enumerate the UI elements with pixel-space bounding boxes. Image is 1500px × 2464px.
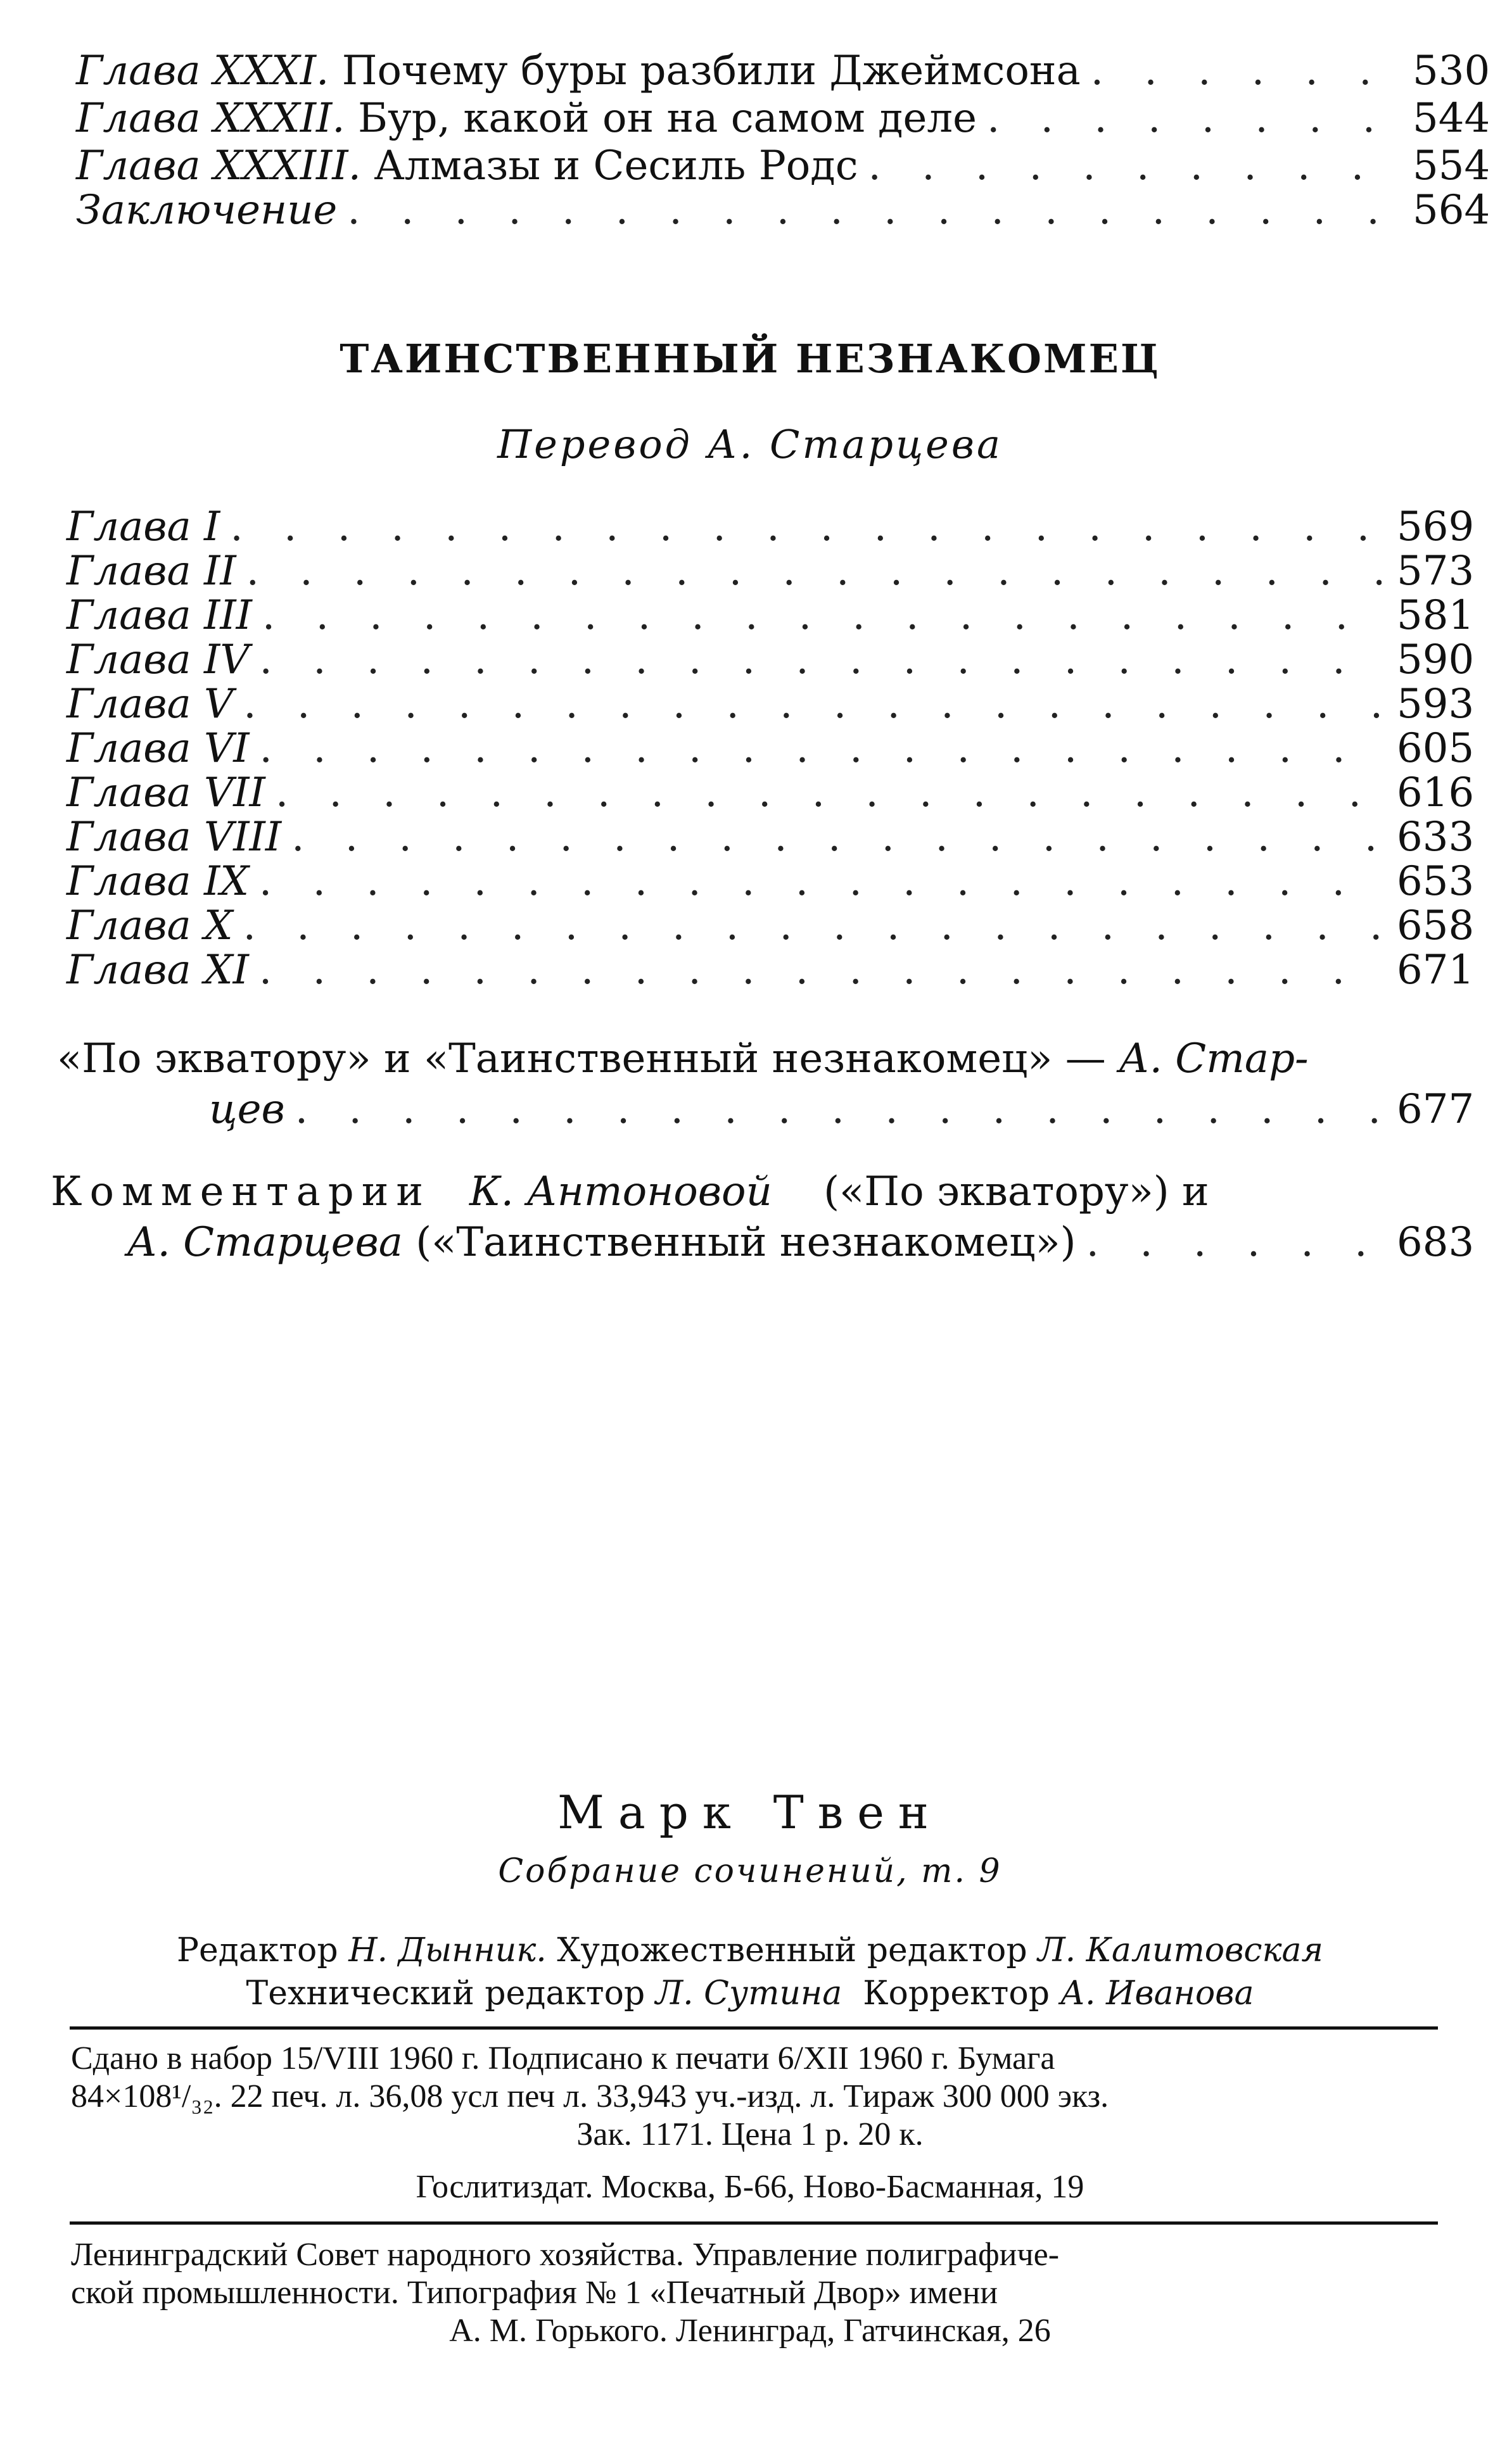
page-number: 530 (1413, 47, 1490, 94)
editors-line-1: Редактор Н. Дынник. Художественный редактор Л. Калитовская (177, 1931, 1323, 1969)
imprint-line-1: Сдано в набор 15/VIII 1960 г. Подписано к печати 6/XII 1960 г. Бумага (71, 2040, 1055, 2076)
page-number: 554 (1413, 142, 1490, 189)
page-number: 564 (1413, 187, 1490, 234)
toc-entry-chapter (67, 592, 1475, 639)
afterword-line-2 (209, 1086, 1475, 1133)
comments-line-1: Комментарии К. Антоновой («По экватору») и (51, 1168, 1209, 1215)
toc-entry-xxxiii (76, 142, 1490, 189)
page-number: 573 (1397, 548, 1475, 595)
page-number: 544 (1413, 95, 1490, 142)
dot-leader (1091, 51, 1397, 91)
chapter-label: Глава XI (67, 947, 249, 994)
page-number: 605 (1397, 725, 1475, 772)
page-number: 593 (1397, 681, 1475, 728)
page-number: 658 (1397, 902, 1475, 949)
toc-entry-chapter (67, 947, 1475, 994)
chapter-label: Глава II (67, 548, 236, 595)
page-number: 671 (1397, 947, 1475, 994)
chapter-label: Глава VIII (67, 814, 282, 861)
toc-entry-chapter (67, 548, 1475, 595)
translator-credit: Перевод А. Старцева (497, 421, 1003, 467)
chapter-title: Алмазы и Сесиль Родс (374, 142, 858, 189)
printer-line-2: ской промышленности. Типография № 1 «Печатный Двор» имени (71, 2275, 998, 2311)
chapter-title: Почему буры разбили Джеймсона (341, 47, 1081, 94)
dot-leader (987, 98, 1397, 139)
dot-leader (243, 684, 1382, 724)
dot-leader (246, 551, 1382, 591)
dot-leader (260, 728, 1382, 769)
chapter-label: Глава III (67, 592, 252, 639)
printer-line-1: Ленинградский Совет народного хозяйства. Управление полиграфиче- (71, 2237, 1060, 2273)
editors-line-2: Технический редактор Л. Сутина Корректор А. Иванова (246, 1974, 1254, 2012)
dot-leader (295, 1089, 1382, 1130)
dot-leader (262, 595, 1382, 636)
toc-entry-chapter (67, 503, 1475, 550)
toc-entry-chapter (67, 725, 1475, 772)
chapter-label: Заключение (76, 187, 338, 234)
toc-entry-xxxi (76, 47, 1490, 94)
chapter-label: Глава VI (67, 725, 250, 772)
divider-rule (70, 2221, 1438, 2225)
page-number: 683 (1397, 1219, 1475, 1266)
imprint-line-2: 84×108¹/₃₂. 22 печ. л. 36,08 усл печ л. 33,943 уч.-изд. л. Тираж 300 000 экз. (71, 2078, 1109, 2114)
chapter-label: Глава XXXI. (76, 47, 329, 94)
printer-line-3: А. М. Горького. Ленинград, Гатчинская, 26 (449, 2313, 1051, 2349)
dot-leader (260, 640, 1382, 680)
toc-entry-chapter (67, 681, 1475, 728)
dot-leader (243, 906, 1382, 946)
dot-leader (868, 146, 1397, 186)
section-title: ТАИНСТВЕННЫЙ НЕЗНАКОМЕЦ (340, 336, 1160, 382)
afterword-line-1: «По экватору» и «Таинственный незнакомец» — А. Стар- (57, 1035, 1309, 1082)
page-number: 569 (1397, 503, 1475, 550)
afterword-author-cont: цев (209, 1086, 285, 1133)
chapter-label: Глава X (67, 902, 233, 949)
chapter-label: Глава XXXII. (76, 95, 345, 142)
toc-entry-chapter (67, 769, 1475, 816)
toc-entry-chapter (67, 858, 1475, 905)
page-number: 677 (1397, 1086, 1475, 1133)
imprint-line-3: Зак. 1171. Цена 1 р. 20 к. (576, 2116, 924, 2152)
page-number: 633 (1397, 814, 1475, 861)
dot-leader (291, 817, 1382, 857)
dot-leader (259, 861, 1382, 902)
author-name: Марк Твен (557, 1786, 943, 1839)
page-number: 653 (1397, 858, 1475, 905)
comments-heading: Комментарии (51, 1168, 431, 1215)
divider-rule (70, 2026, 1438, 2030)
dot-leader (1086, 1222, 1382, 1263)
chapter-label: Глава I (67, 503, 220, 550)
work-title: Собрание сочинений, т. 9 (498, 1852, 1002, 1890)
toc-entry-chapter (67, 902, 1475, 949)
comments-line-2: А. Старцева («Таинственный незнакомец») . . . 683 (127, 1222, 1466, 1263)
toc-entry-chapter (67, 814, 1475, 861)
dot-leader (230, 507, 1382, 547)
toc-entry-chapter (67, 636, 1475, 683)
chapter-title: Бур, какой он на самом деле (357, 95, 977, 142)
chapter-label: Глава XXXIII. (76, 142, 361, 189)
page-number: 616 (1397, 769, 1475, 816)
dot-leader (276, 773, 1382, 813)
toc-entry-conclusion (76, 187, 1490, 234)
toc-entry-xxxii (76, 95, 1490, 142)
chapter-label: Глава IX (67, 858, 249, 905)
page-number: 590 (1397, 636, 1475, 683)
page-number: 581 (1397, 592, 1475, 639)
chapter-label: Глава VII (67, 769, 265, 816)
publisher-line: Гослитиздат. Москва, Б-66, Ново-Басманная, 19 (416, 2169, 1084, 2205)
chapter-label: Глава V (67, 681, 234, 728)
dot-leader (347, 190, 1397, 231)
chapter-label: Глава IV (67, 636, 250, 683)
dot-leader (259, 950, 1382, 990)
